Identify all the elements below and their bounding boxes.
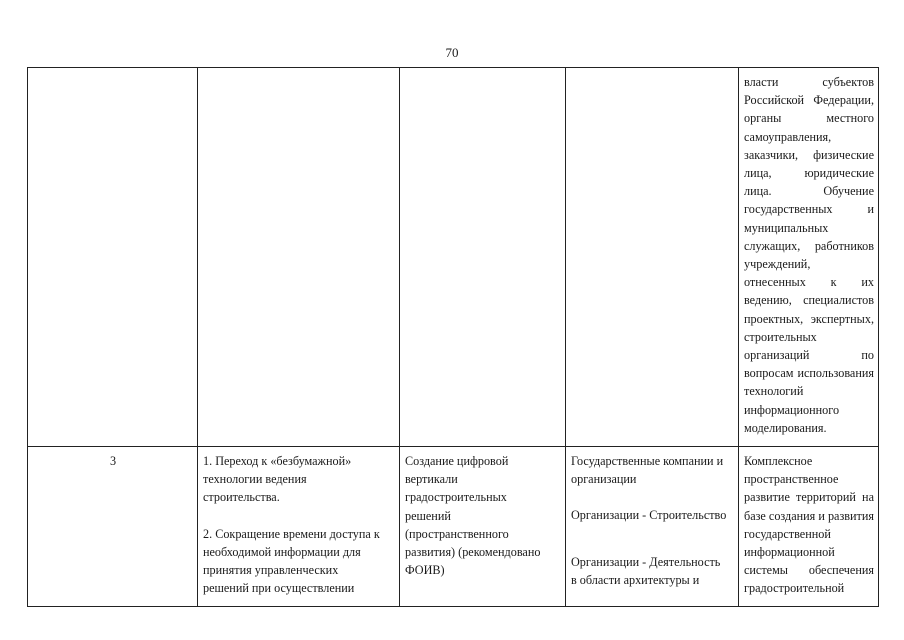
table-row — [28, 447, 879, 607]
text-line: градостроительных — [405, 490, 507, 505]
text-line: самоуправления, — [744, 129, 832, 144]
row2-number: 3 — [109, 454, 117, 468]
row2-description-cell — [739, 447, 879, 607]
row2-participant-3 — [571, 553, 734, 589]
text-line: организации — [571, 472, 637, 487]
text-line: моделирования. — [744, 420, 827, 435]
text-line: развитие территорий на — [744, 490, 874, 505]
text-line: государственных и — [744, 202, 874, 217]
document-table — [27, 67, 879, 607]
row2-description-text — [744, 452, 874, 598]
row2-project-cell — [400, 447, 566, 607]
text-line: ведению, специалистов — [744, 293, 874, 308]
page-number: 70 — [445, 45, 459, 60]
table-row — [28, 68, 879, 447]
text-line: лица, юридические — [744, 166, 874, 181]
text-line: информационного — [744, 402, 840, 417]
text-line: организаций по — [744, 348, 874, 363]
text-line: вопросам использования — [744, 366, 874, 381]
row1-project-cell — [400, 68, 566, 447]
text-line: служащих, работников — [744, 238, 874, 253]
text-line: 2. Сокращение времени доступа к — [203, 526, 380, 541]
text-line: власти субъектов — [744, 75, 874, 89]
text-line: строительства. — [203, 490, 280, 505]
row2-goal-1 — [203, 452, 395, 507]
text-line: градостроительной — [744, 581, 845, 596]
text-line: технологии ведения — [203, 472, 307, 487]
row2-project-text — [405, 452, 561, 579]
text-line: учреждений, — [744, 257, 811, 272]
text-line: Организации - Деятельность — [571, 554, 721, 569]
text-line: системы обеспечения — [744, 563, 874, 578]
text-line: органы местного — [744, 111, 874, 126]
row1-description-cell — [739, 68, 879, 447]
text-line: решений — [405, 508, 451, 523]
text-line: Организации - Строительство — [571, 508, 727, 523]
text-line: муниципальных — [744, 220, 829, 235]
text-line: Государственные компании и — [571, 454, 724, 468]
row2-number-cell — [28, 447, 198, 607]
text-line: проектных, экспертных, — [744, 311, 874, 326]
text-line: ФОИВ) — [405, 563, 445, 578]
text-line: (пространственного — [405, 526, 509, 541]
row1-description-text — [744, 73, 874, 437]
text-line: в области архитектуры и — [571, 572, 700, 587]
row1-goals-cell — [198, 68, 400, 447]
text-line: принятия управленческих — [203, 563, 339, 578]
row2-goal-2 — [203, 525, 395, 598]
text-line: пространственное — [744, 472, 839, 487]
row1-participants-cell — [566, 68, 739, 447]
text-line: лица. Обучение — [744, 184, 874, 199]
text-line: базе создания и развития — [744, 508, 874, 523]
text-line: строительных — [744, 329, 817, 344]
text-line: информационной — [744, 545, 835, 560]
text-line: технологий — [744, 384, 804, 399]
row2-participants-cell — [566, 447, 739, 607]
text-line: Создание цифровой — [405, 454, 509, 468]
text-line: 1. Переход к «безбумажной» — [203, 454, 352, 468]
text-line: Российской Федерации, — [744, 93, 874, 108]
text-line: развития) (рекомендовано — [405, 545, 541, 560]
row2-goals-cell — [198, 447, 400, 607]
text-line: необходимой информации для — [203, 544, 361, 559]
text-line: Комплексное — [744, 454, 813, 468]
text-line: заказчики, физические — [744, 147, 874, 162]
text-line: решений при осуществлении — [203, 581, 355, 596]
row2-participant-1 — [571, 452, 734, 488]
text-line: государственной — [744, 526, 831, 541]
text-line: отнесенных к их — [744, 275, 874, 290]
row1-number-cell — [28, 68, 198, 447]
text-line: вертикали — [405, 472, 458, 487]
row2-participant-2 — [571, 506, 734, 524]
